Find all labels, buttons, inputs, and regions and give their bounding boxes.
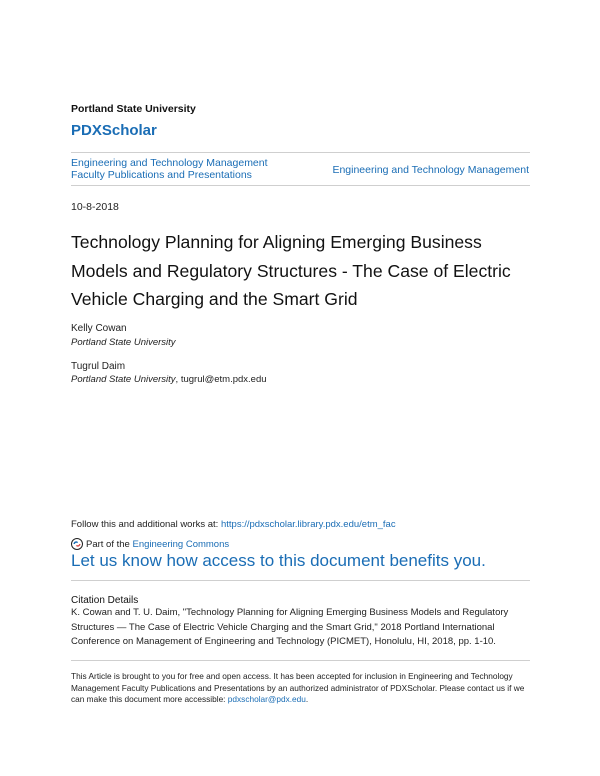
engineering-commons-link[interactable]: Engineering Commons bbox=[132, 538, 230, 550]
citation-text: K. Cowan and T. U. Daim, "Technology Planning for Aligning Emerging Business Models and Regulatory Structures — The Case of Electric Vehicle Charging and the Smart Grid," 2018 Portland International Conference on Management of Engineering and Technology (PICMET), Honolulu, HI, 2018, pp. 1-10. bbox=[71, 607, 509, 647]
contact-email-link[interactable]: pdxscholar@pdx.edu bbox=[227, 694, 306, 705]
divider-citation bbox=[71, 580, 530, 581]
part-of-label: Part of the bbox=[86, 538, 130, 550]
citation-heading: Citation Details bbox=[71, 595, 139, 606]
author-email[interactable]: , tugrul@etm.pdx.edu bbox=[175, 374, 267, 385]
document-title: Technology Planning for Aligning Emerging Business Models and Regulatory Structures - The Case of Electric Vehicle Charging and the Smart Grid bbox=[71, 232, 511, 309]
follow-line bbox=[71, 519, 396, 530]
repository-logo-link[interactable]: PDXScholar bbox=[71, 122, 157, 139]
follow-link[interactable]: https://pdxscholar.library.pdx.edu/etm_fac bbox=[220, 519, 396, 530]
notice-end: . bbox=[305, 694, 309, 705]
access-notice bbox=[71, 671, 533, 706]
collection-line-1: Engineering and Technology Management bbox=[71, 157, 268, 169]
collection-link-faculty-publications[interactable] bbox=[71, 157, 311, 181]
publication-date: 10-8-2018 bbox=[71, 201, 119, 213]
author-affiliation bbox=[71, 337, 176, 348]
author-name: Tugrul Daim bbox=[71, 361, 126, 372]
let-us-know-link[interactable]: Let us know how access to this document benefits you. bbox=[71, 551, 486, 570]
author-affiliation bbox=[71, 374, 267, 385]
author-name: Kelly Cowan bbox=[71, 323, 127, 334]
university-name: Portland State University bbox=[71, 103, 196, 115]
part-of-line bbox=[71, 538, 229, 550]
divider-collections bbox=[71, 185, 530, 186]
author-affiliation-text: Portland State University bbox=[71, 374, 176, 385]
divider-notice bbox=[71, 660, 530, 661]
creative-commons-icon bbox=[71, 538, 83, 550]
collection-link-department[interactable]: Engineering and Technology Management bbox=[332, 164, 529, 176]
notice-text: This Article is brought to you for free and open access. It has been accepted for inclusion in Engineering and Technology Management Faculty Publications and Presentations by an authorized administrator of PDXScholar. Please contact us if we can make this document more accessible: bbox=[71, 671, 525, 705]
divider-top bbox=[71, 152, 530, 153]
collection-line-2: Faculty Publications and Presentations bbox=[71, 169, 252, 181]
follow-label: Follow this and additional works at: bbox=[71, 519, 221, 530]
author-affiliation-text: Portland State University bbox=[71, 337, 176, 348]
